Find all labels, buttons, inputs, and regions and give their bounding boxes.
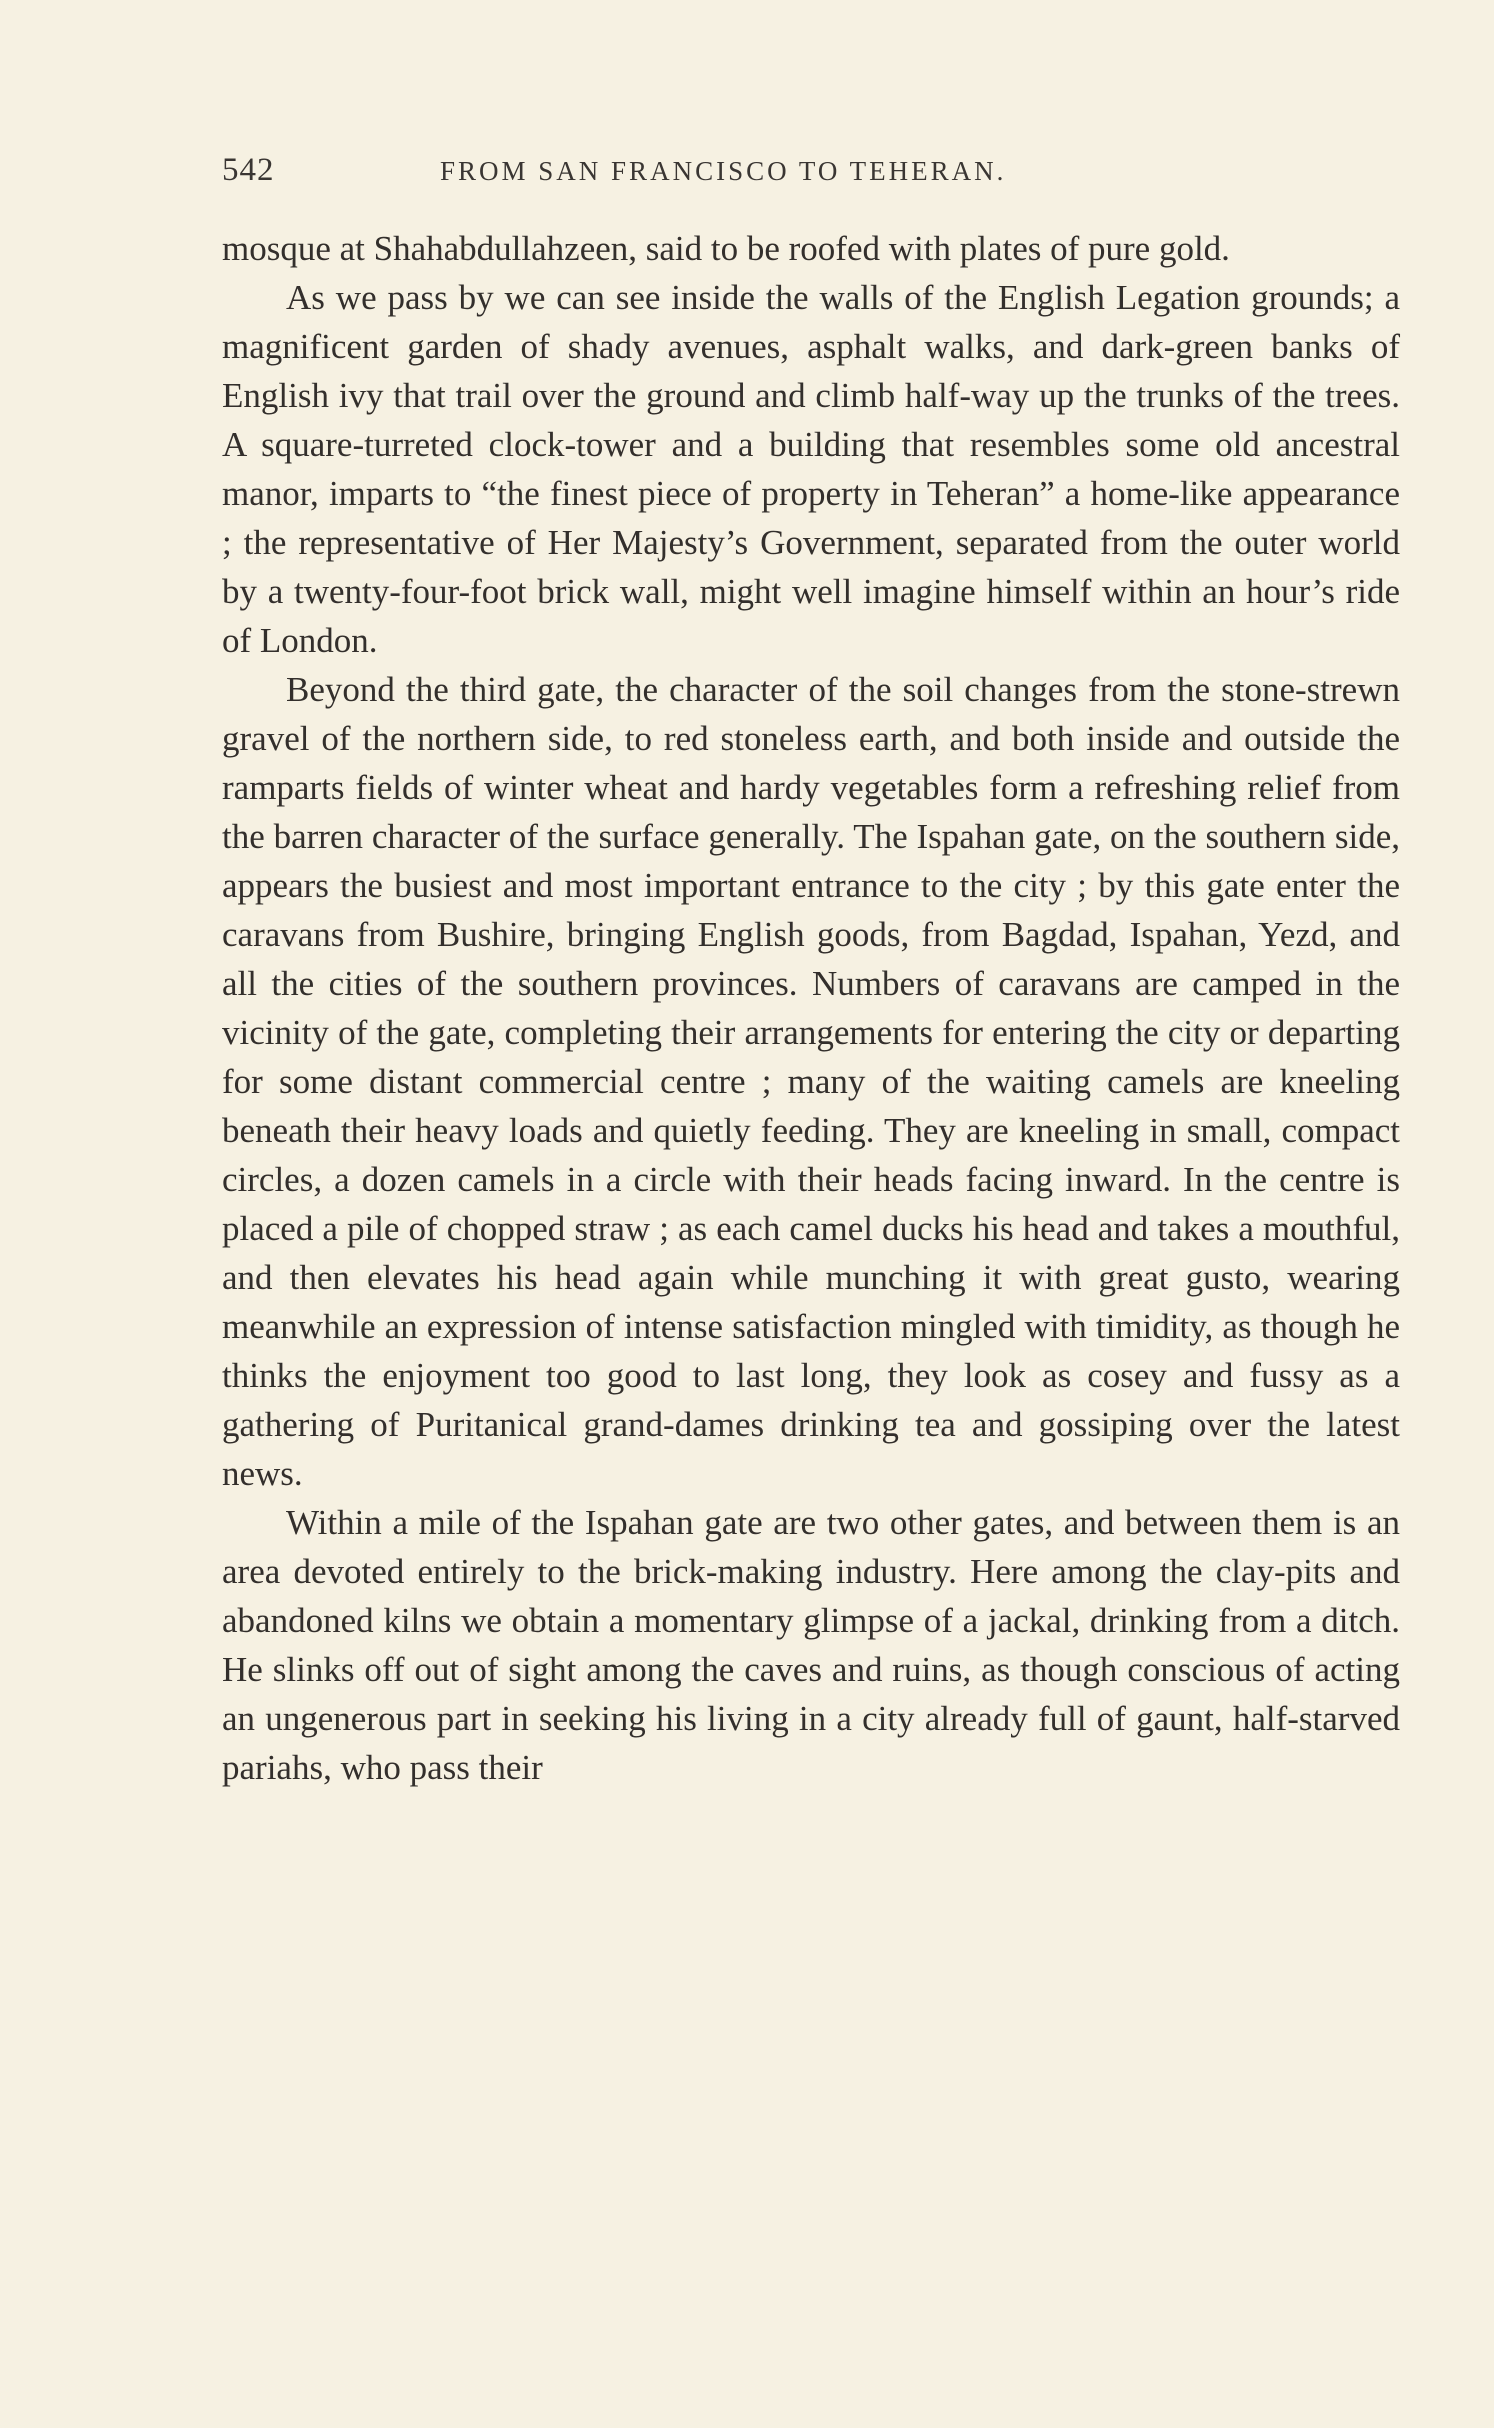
body-text [222,224,1400,1792]
page-number: 542 [222,152,275,188]
running-head [222,152,1402,202]
paragraph-legation: As we pass by we can see inside the walls of the English Legation grounds; a magnificent garden of shady avenues, asphalt walks, and dark-green banks of English ivy that trail over the ground and climb half-way up the trunks of the trees. A square-turreted clock-tower and a building that resembles some old ancestral manor, imparts to “the finest piece of property in Teheran” a home-like appearance ; the representative of Her Majesty’s Government, separated from the outer world by a twenty-four-foot brick wall, might well imagine himself within an hour’s ride of London. [222,278,1400,660]
paragraph-continuation: mosque at Shahabdullahzeen, said to be roofed with plates of pure gold. [222,229,1230,268]
paragraph-third-gate: Beyond the third gate, the character of the soil changes from the stone-strewn gravel of the northern side, to red stoneless earth, and both inside and outside the ramparts fields of winter wheat and hardy vegetables form a refreshing relief from the barren character of the surface generally. The Ispahan gate, on the southern side, appears the busiest and most important entrance to the city ; by this gate enter the caravans from Bushire, bringing English goods, from Bagdad, Ispahan, Yezd, and all the cities of the southern provinces. Numbers of caravans are camped in the vicinity of the gate, completing their arrangements for entering the city or departing for some distant commercial centre ; many of the waiting camels are kneeling beneath their heavy loads and quietly feeding. They are kneeling in small, compact circles, a dozen camels in a circle with their heads facing inward. In the centre is placed a pile of chopped straw ; as each camel ducks his head and takes a mouthful, and then elevates his head again while munching it with great gusto, wearing meanwhile an expression of intense satisfaction mingled with timidity, as though he thinks the enjoyment too good to last long, they look as cosey and fussy as a gathering of Puritanical grand-dames drinking tea and gossiping over the latest news. [222,670,1400,1493]
paragraph-brick-making: Within a mile of the Ispahan gate are two other gates, and between them is an area devoted entirely to the brick-making industry. Here among the clay-pits and abandoned kilns we obtain a momentary glimpse of a jackal, drinking from a ditch. He slinks off out of sight among the caves and ruins, as though conscious of acting an ungenerous part in seeking his living in a city already full of gaunt, half-starved pariahs, who pass their [222,1503,1400,1787]
running-title: FROM SAN FRANCISCO TO TEHERAN. [440,156,1007,186]
